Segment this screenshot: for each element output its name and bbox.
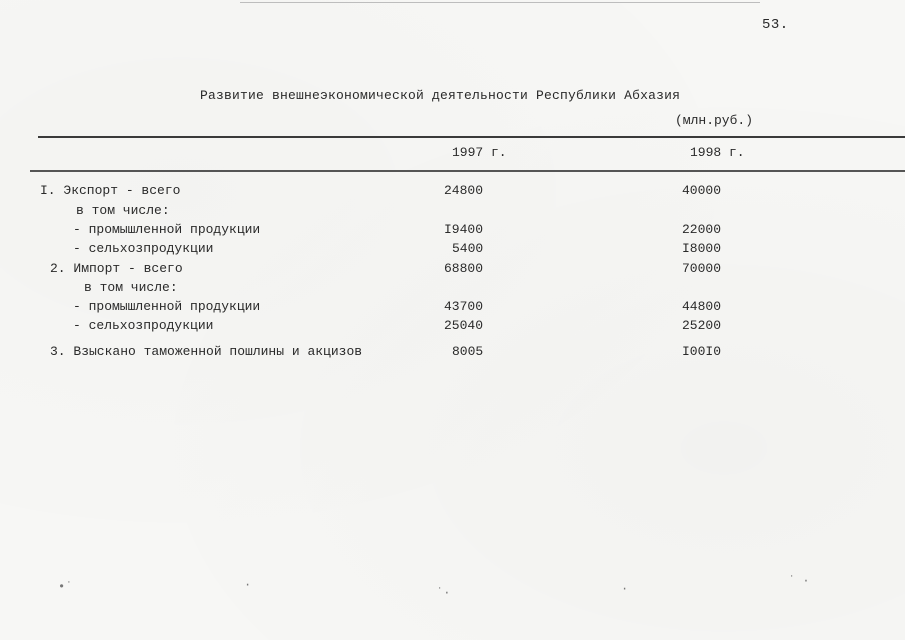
value-1998: I00I0 — [682, 344, 722, 359]
value-1997: 8005 — [452, 344, 484, 359]
value-1997: I9400 — [444, 222, 484, 237]
scan-speck-icon: · — [244, 578, 252, 592]
scan-speck-icon: · — [621, 582, 629, 596]
row-label: в том числе: — [76, 203, 170, 218]
units-label: (млн.руб.) — [675, 113, 754, 128]
row-label: I. Экспорт - всего — [40, 183, 181, 198]
table-top-rule — [38, 136, 905, 138]
value-1997: 5400 — [452, 241, 484, 256]
row-label: - сельхозпродукции — [73, 241, 214, 256]
value-1998: 70000 — [682, 261, 722, 276]
table-row-import-total — [0, 261, 905, 281]
table-row-customs-duties — [0, 344, 905, 364]
value-1998: 25200 — [682, 318, 722, 333]
row-label: - промышленной продукции — [73, 299, 261, 314]
table-row-export-industrial — [0, 222, 905, 242]
column-header-1998: 1998 г. — [690, 145, 745, 160]
scan-speck-icon: ˙· — [436, 586, 451, 600]
table-header-rule — [30, 170, 905, 172]
table-row-export-subheading — [0, 203, 905, 223]
value-1998: 22000 — [682, 222, 722, 237]
table-row-export-agricultural — [0, 241, 905, 261]
row-label: 3. Взыскано таможенной пошлины и акцизов — [50, 344, 363, 359]
value-1997: 25040 — [444, 318, 484, 333]
scan-marks — [0, 570, 905, 630]
table-row-import-subheading — [0, 280, 905, 300]
page-number: 53. — [762, 17, 789, 33]
row-label: - сельхозпродукции — [73, 318, 214, 333]
value-1998: I8000 — [682, 241, 722, 256]
value-1998: 44800 — [682, 299, 722, 314]
document-title: Развитие внешнеэкономической деятельности Республики Абхазия — [200, 88, 681, 103]
table-row-export-total — [0, 183, 905, 203]
value-1998: 40000 — [682, 183, 722, 198]
value-1997: 24800 — [444, 183, 484, 198]
value-1997: 43700 — [444, 299, 484, 314]
table-row-import-agricultural — [0, 318, 905, 338]
column-header-1997: 1997 г. — [452, 145, 507, 160]
value-1997: 68800 — [444, 261, 484, 276]
scan-speck-icon: ˙ · — [788, 574, 810, 588]
table-row-import-industrial — [0, 299, 905, 319]
scan-speck-icon: •˙ — [58, 580, 73, 594]
row-label: 2. Импорт - всего — [50, 261, 183, 276]
row-label: - промышленной продукции — [73, 222, 261, 237]
row-label: в том числе: — [84, 280, 178, 295]
top-edge-line — [240, 2, 760, 3]
